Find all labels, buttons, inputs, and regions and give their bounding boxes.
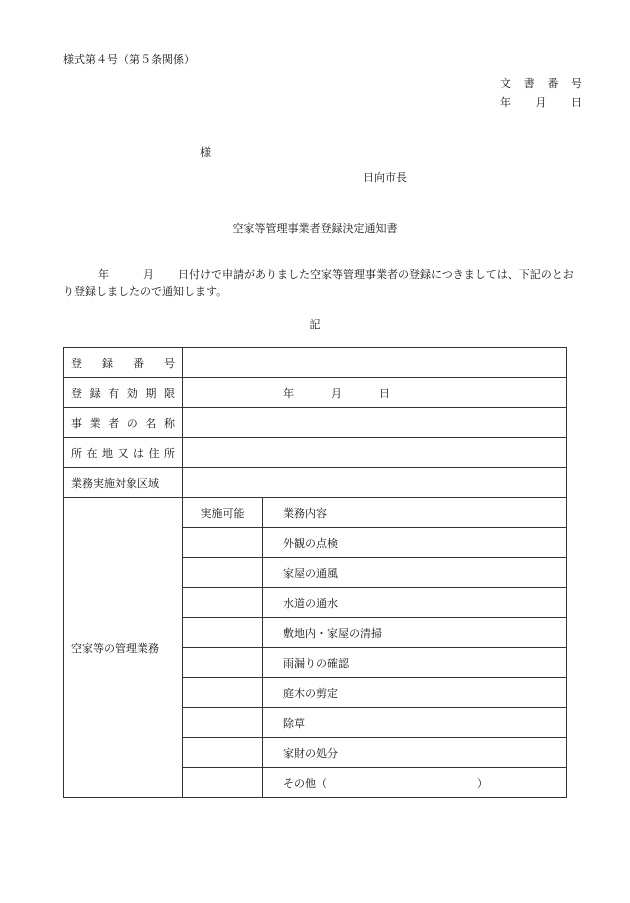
available-cell[interactable] (183, 618, 263, 648)
recipient-suffix: 様 (200, 146, 211, 159)
service-item: 雨漏りの確認 (263, 648, 567, 678)
table-row (64, 378, 567, 408)
registration-number-field[interactable] (183, 348, 567, 378)
sender-name: 日向市長 (363, 171, 407, 184)
ki-heading: 記 (309, 318, 321, 331)
available-cell[interactable] (183, 648, 263, 678)
available-cell[interactable] (183, 558, 263, 588)
available-cell[interactable] (183, 678, 263, 708)
address-label: 所 在 地 又 は 住 所 (64, 438, 183, 468)
validity-period-field[interactable]: 年 月 日 (183, 378, 567, 408)
management-services-label: 空家等の管理業務 (64, 498, 183, 798)
table-row (64, 438, 567, 468)
service-item-other[interactable]: その他（ ） (263, 768, 567, 798)
form-number-label: 様式第４号（第５条関係） (63, 53, 195, 66)
service-area-field[interactable] (183, 468, 567, 498)
available-cell[interactable] (183, 588, 263, 618)
service-item: 敷地内・家屋の清掃 (263, 618, 567, 648)
service-area-label: 業務実施対象区域 (64, 468, 183, 498)
available-cell[interactable] (183, 708, 263, 738)
notice-body: 年 月 日付けで申請がありました空家等管理事業者の登録につきましては、下記のとおり登録しましたので通知します。 (63, 268, 574, 298)
service-item: 家財の処分 (263, 738, 567, 768)
validity-period-label: 登 録 有 効 期 限 (64, 378, 183, 408)
document-number-label: 文 書 番 号 (500, 77, 582, 90)
business-name-label: 事 業 者 の 名 称 (64, 408, 183, 438)
registration-table (63, 347, 567, 798)
service-item: 外観の点検 (263, 528, 567, 558)
address-field[interactable] (183, 438, 567, 468)
table-row (64, 498, 567, 528)
business-name-field[interactable] (183, 408, 567, 438)
available-cell[interactable] (183, 738, 263, 768)
table-row (64, 408, 567, 438)
issue-date-label: 年 月 日 (500, 96, 582, 109)
service-item: 除草 (263, 708, 567, 738)
service-item: 家屋の通風 (263, 558, 567, 588)
available-column-header: 実施可能 (183, 498, 263, 528)
available-cell[interactable] (183, 528, 263, 558)
service-item: 水道の通水 (263, 588, 567, 618)
table-row (64, 348, 567, 378)
service-item: 庭木の剪定 (263, 678, 567, 708)
available-cell[interactable] (183, 768, 263, 798)
registration-number-label: 登 録 番 号 (64, 348, 183, 378)
table-row (64, 468, 567, 498)
content-column-header: 業務内容 (263, 498, 567, 528)
document-title: 空家等管理事業者登録決定通知書 (232, 222, 398, 235)
